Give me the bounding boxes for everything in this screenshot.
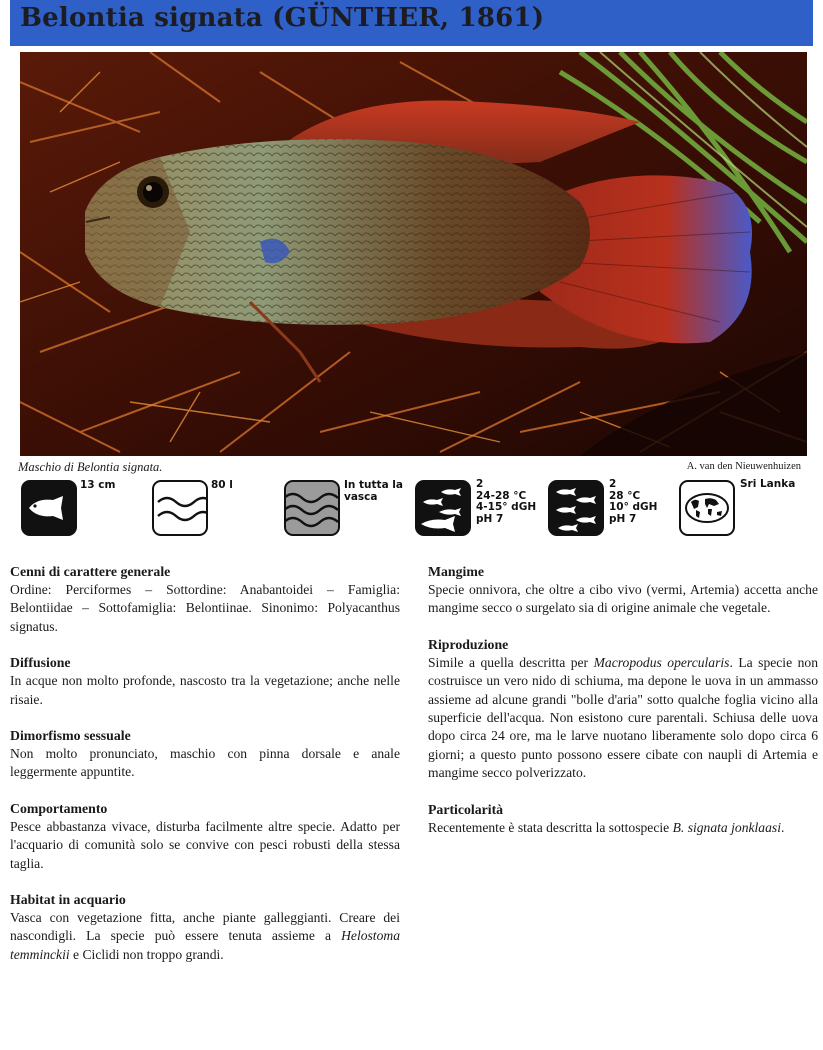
section-behaviour — [10, 800, 400, 873]
section-dimorphism — [10, 727, 400, 782]
fish-photo — [20, 52, 807, 456]
section-food — [428, 563, 818, 618]
section-title: Habitat in acquario — [10, 892, 126, 908]
group1-ph: pH 7 — [476, 512, 504, 525]
section-title: Riproduzione — [428, 636, 509, 652]
group1-hardness: 4-15° dGH — [476, 501, 537, 513]
section-distribution — [10, 654, 400, 709]
body-text: e Ciclidi non troppo grandi. — [69, 946, 224, 962]
origin-label: Sri Lanka — [740, 478, 796, 490]
group1-temp: 24-28 °C — [476, 489, 527, 502]
photo-caption: Maschio di Belontia signata. — [18, 460, 163, 474]
section-aquarium-habitat — [10, 891, 400, 964]
section-title: Particolarità — [428, 801, 504, 817]
section-title: Diffusione — [10, 655, 71, 671]
group2-hardness: 10° dGH — [609, 501, 658, 513]
section-body: In acque non molto profonde, nascosto tra la vegetazione; anche nelle risaie. — [10, 673, 400, 707]
section-title: Mangime — [428, 564, 484, 579]
title-bar — [10, 0, 813, 46]
group1-count: 2 — [476, 478, 484, 490]
section-title: Cenni di carattere generale — [10, 564, 171, 579]
body-text: Vasca con vegetazione fitta, anche piante galleggianti. Creare dei nascondigli. La specie può essere tenuta assieme a — [10, 910, 400, 944]
section-general — [10, 563, 400, 636]
section-title: Comportamento — [10, 800, 108, 816]
species-name: Macropodus opercularis — [593, 654, 730, 670]
section-body: Ordine: Perciformes – Sottordine: Anabantoidei – Famiglia: Belontiidae – Sottofamiglia: Belontiinae. Sinonimo: Polyacanthus signatus. — [10, 582, 400, 634]
section-body — [10, 909, 400, 964]
group2-count: 2 — [609, 478, 617, 490]
species-name: B. signata jonklaasi — [672, 819, 781, 835]
right-column — [428, 563, 818, 855]
section-body: Non molto pronunciato, maschio con pinna dorsale e anale leggermente appuntite. — [10, 746, 400, 780]
left-column — [10, 563, 400, 982]
body-text: . — [780, 819, 785, 835]
body-text: Recentemente è stata descritta la sottospecie — [428, 819, 673, 835]
breeding-params-icon — [548, 480, 604, 536]
section-body: Specie onnivora, che oltre a cibo vivo (vermi, Artemia) accetta anche mangime secco o surgelato sia di origine animale che vegetale. — [428, 582, 818, 616]
species-name: Helostoma temminckii — [10, 928, 400, 962]
body-text: Simile a quella descritta per — [428, 654, 594, 670]
section-body — [428, 654, 818, 783]
tank-volume-label: 80 l — [211, 479, 233, 491]
body-text: . La specie non costruisce un vero nido di schiuma, ma depone le uova in un ammasso assieme ad alcune grandi "bolle d'aria" sotto qualche foglia vicino alla superficie dell'acqua. Non esistono cure parentali. Schiusa delle uova dopo circa 24 ore, ma le larve nuotano liberamente solo dopo circa 6 giorni; a questo punto possono essere cibate con naupli di Artemia e mangime secco polverizzato. — [428, 654, 818, 781]
world-map-icon — [679, 480, 735, 536]
group2-ph: pH 7 — [609, 512, 637, 525]
section-body: Pesce abbastanza vivace, disturba facilmente altre specie. Adatto per l'acquario di comunità solo se convive con pesci robusti della stessa taglia. — [10, 818, 400, 871]
care-icons-row — [0, 476, 823, 536]
section-reproduction — [428, 636, 818, 783]
fish-size-icon — [21, 480, 77, 536]
swim-zone-label: In tutta la vasca — [344, 479, 403, 503]
section-body — [428, 819, 818, 837]
tank-volume-icon — [152, 480, 208, 536]
section-peculiarity — [428, 801, 818, 837]
fish-size-label: 13 cm — [80, 479, 116, 491]
group2-temp: 28 °C — [609, 489, 641, 502]
species-title: Belontia signata (GÜNTHER, 1861) — [20, 3, 545, 33]
swim-zone-icon — [284, 480, 340, 536]
section-title: Dimorfismo sessuale — [10, 728, 131, 744]
photo-credit: A. van den Nieuwenhuizen — [686, 461, 801, 472]
group-temperature-icon — [415, 480, 471, 536]
group1-params — [476, 479, 536, 525]
group2-params — [609, 479, 657, 525]
